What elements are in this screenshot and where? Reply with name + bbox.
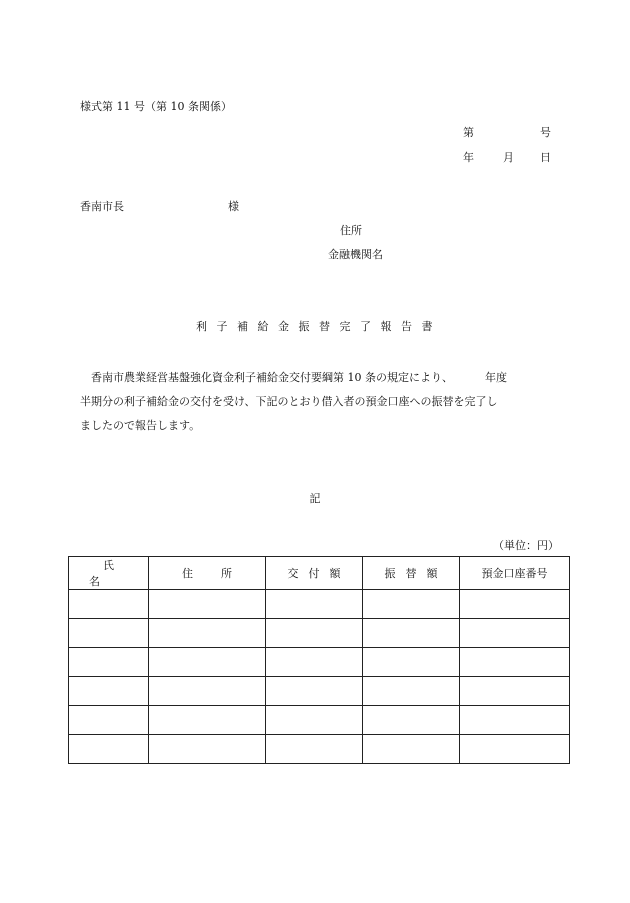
cell-transfer-amount[interactable] xyxy=(363,677,460,706)
cell-granted-amount[interactable] xyxy=(266,706,363,735)
cell-address[interactable] xyxy=(149,677,266,706)
body-line-1-main: 香南市農業経営基盤強化資金利子補給金交付要綱第 10 条の規定により、 xyxy=(91,371,453,384)
date-year-label: 年 xyxy=(463,151,474,164)
body-line-3: ましたので報告します。 xyxy=(80,419,201,432)
cell-account-number[interactable] xyxy=(460,619,570,648)
cell-granted-amount[interactable] xyxy=(266,590,363,619)
body-paragraph xyxy=(80,366,550,438)
cell-granted-amount[interactable] xyxy=(266,619,363,648)
cell-name[interactable] xyxy=(69,648,149,677)
cell-address[interactable] xyxy=(149,735,266,764)
cell-granted-amount[interactable] xyxy=(266,677,363,706)
table-row xyxy=(69,677,570,706)
date-day-label: 日 xyxy=(540,151,551,164)
cell-address[interactable] xyxy=(149,590,266,619)
unit-note: （単位：円） xyxy=(493,539,559,552)
cell-transfer-amount[interactable] xyxy=(363,706,460,735)
table-header-row xyxy=(69,557,570,590)
cell-account-number[interactable] xyxy=(460,706,570,735)
cell-account-number[interactable] xyxy=(460,677,570,706)
table-row xyxy=(69,619,570,648)
column-header-address: 住所 xyxy=(149,557,266,590)
cell-transfer-amount[interactable] xyxy=(363,619,460,648)
cell-name[interactable] xyxy=(69,590,149,619)
cell-address[interactable] xyxy=(149,706,266,735)
ki-heading: 記 xyxy=(309,492,321,505)
body-line-1-year: 年度 xyxy=(485,371,507,384)
sender-address-label: 住所 xyxy=(340,224,362,237)
table-row xyxy=(69,706,570,735)
form-number: 様式第 11 号（第 10 条関係） xyxy=(80,100,232,113)
cell-account-number[interactable] xyxy=(460,590,570,619)
document-title: 利子補給金振替完了報告書 xyxy=(196,320,442,333)
sender-bank-label: 金融機関名 xyxy=(328,248,383,261)
body-line-1 xyxy=(80,366,550,390)
table-row xyxy=(69,735,570,764)
cell-name[interactable] xyxy=(69,619,149,648)
column-header-granted-amount: 交付額 xyxy=(266,557,363,590)
table-row xyxy=(69,648,570,677)
column-header-account-number: 預金口座番号 xyxy=(460,557,570,590)
cell-account-number[interactable] xyxy=(460,648,570,677)
cell-name[interactable] xyxy=(69,677,149,706)
cell-name[interactable] xyxy=(69,706,149,735)
doc-number-suffix: 号 xyxy=(540,126,551,139)
doc-number-label: 第 xyxy=(463,126,474,139)
cell-transfer-amount[interactable] xyxy=(363,648,460,677)
body-line-2: 半期分の利子補給金の交付を受け、下記のとおり借入者の預金口座への振替を完了し xyxy=(80,395,498,408)
cell-transfer-amount[interactable] xyxy=(363,590,460,619)
cell-granted-amount[interactable] xyxy=(266,735,363,764)
column-header-transfer-amount: 振替額 xyxy=(363,557,460,590)
report-table xyxy=(68,556,570,764)
date-month-label: 月 xyxy=(503,151,514,164)
cell-account-number[interactable] xyxy=(460,735,570,764)
addressee-honorific: 様 xyxy=(228,200,239,213)
column-header-name: 氏名 xyxy=(69,557,149,590)
table-row xyxy=(69,590,570,619)
cell-address[interactable] xyxy=(149,619,266,648)
cell-granted-amount[interactable] xyxy=(266,648,363,677)
cell-address[interactable] xyxy=(149,648,266,677)
cell-name[interactable] xyxy=(69,735,149,764)
cell-transfer-amount[interactable] xyxy=(363,735,460,764)
addressee-name: 香南市長 xyxy=(80,200,124,213)
